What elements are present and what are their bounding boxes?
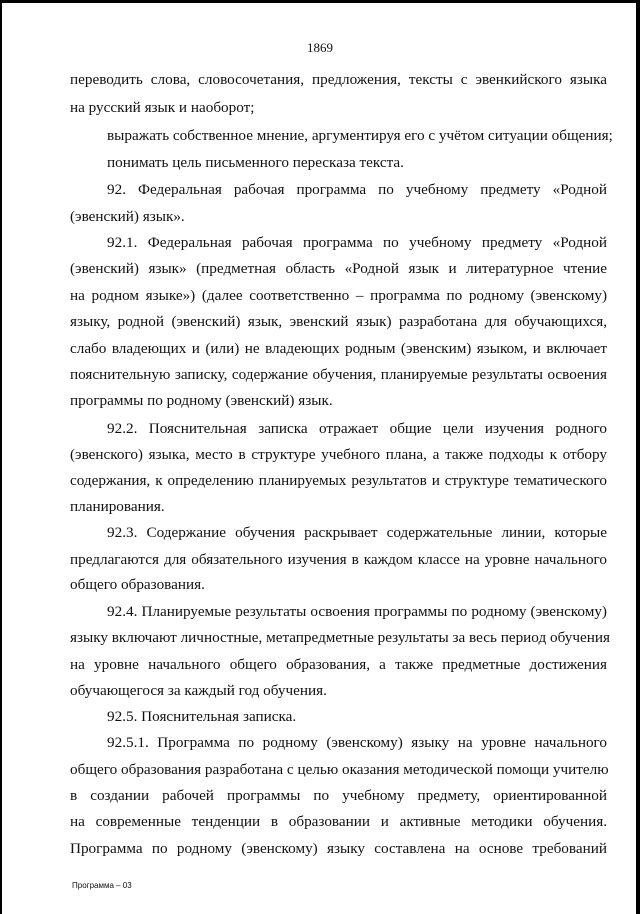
text-line: (эвенский) язык». bbox=[70, 208, 185, 225]
text-line: на уровне начального общего образования, а также предметные достижения bbox=[70, 656, 607, 673]
text-line: на родном языке») (далее соответственно – программа по родному (эвенскому) bbox=[70, 287, 607, 304]
text-line: 92.1. Федеральная рабочая программа по учебному предмету «Родной bbox=[107, 234, 607, 251]
text-line: программы по родному (эвенский) язык. bbox=[70, 392, 333, 409]
text-line: на русский язык и наоборот; bbox=[70, 99, 255, 116]
text-line: 92. Федеральная рабочая программа по учебному предмету «Родной bbox=[107, 181, 607, 198]
footer-label: Программа – 03 bbox=[72, 881, 132, 890]
text-line: общего образования разработана с целью оказания методической помощи учителю bbox=[70, 761, 609, 778]
text-line: понимать цель письменного пересказа текста. bbox=[107, 154, 404, 171]
text-line: планирования. bbox=[70, 498, 165, 515]
text-line: слабо владеющих и (или) не владеющих родным (эвенским) языком, и включает bbox=[70, 340, 607, 357]
text-line: языку, родной (эвенский) язык, эвенский язык) разработана для обучающихся, bbox=[70, 313, 607, 330]
text-line: языку включают личностные, метапредметные результаты за весь период обучения bbox=[70, 629, 610, 646]
text-line: (эвенский) язык» (предметная область «Родной язык и литературное чтение bbox=[70, 260, 607, 277]
page-number: 1869 bbox=[307, 40, 333, 55]
scan-border-left bbox=[0, 0, 2, 914]
scan-border-right bbox=[636, 0, 640, 914]
scan-border-top bbox=[0, 0, 640, 3]
text-line: пояснительную записку, содержание обучения, планируемые результаты освоения bbox=[70, 366, 607, 383]
text-line: предлагаются для обязательного изучения в каждом классе на уровне начального bbox=[70, 551, 607, 568]
text-line: (эвенского) языка, место в структуре учебного плана, а также подходы к отбору bbox=[70, 446, 607, 463]
text-line: 92.2. Пояснительная записка отражает общие цели изучения родного bbox=[107, 420, 607, 437]
text-line: Программа по родному (эвенскому) языку составлена на основе требований bbox=[70, 840, 607, 857]
text-line: выражать собственное мнение, аргументируя его с учётом ситуации общения; bbox=[107, 127, 613, 144]
text-line: на современные тенденции в образовании и активные методики обучения. bbox=[70, 813, 607, 830]
text-line: 92.3. Содержание обучения раскрывает содержательные линии, которые bbox=[107, 524, 607, 541]
text-line: общего образования. bbox=[70, 576, 205, 593]
text-line: в создании рабочей программы по учебному предмету, ориентированной bbox=[70, 787, 607, 804]
text-line: 92.4. Планируемые результаты освоения программы по родному (эвенскому) bbox=[107, 603, 607, 620]
text-line: переводить слова, словосочетания, предложения, тексты с эвенкийского языка bbox=[70, 71, 607, 88]
text-line: содержания, к определению планируемых результатов и структуре тематического bbox=[70, 472, 607, 489]
text-line: 92.5.1. Программа по родному (эвенскому) языку на уровне начального bbox=[107, 734, 607, 751]
text-line: 92.5. Пояснительная записка. bbox=[107, 708, 297, 725]
text-line: обучающегося за каждый год обучения. bbox=[70, 682, 327, 699]
